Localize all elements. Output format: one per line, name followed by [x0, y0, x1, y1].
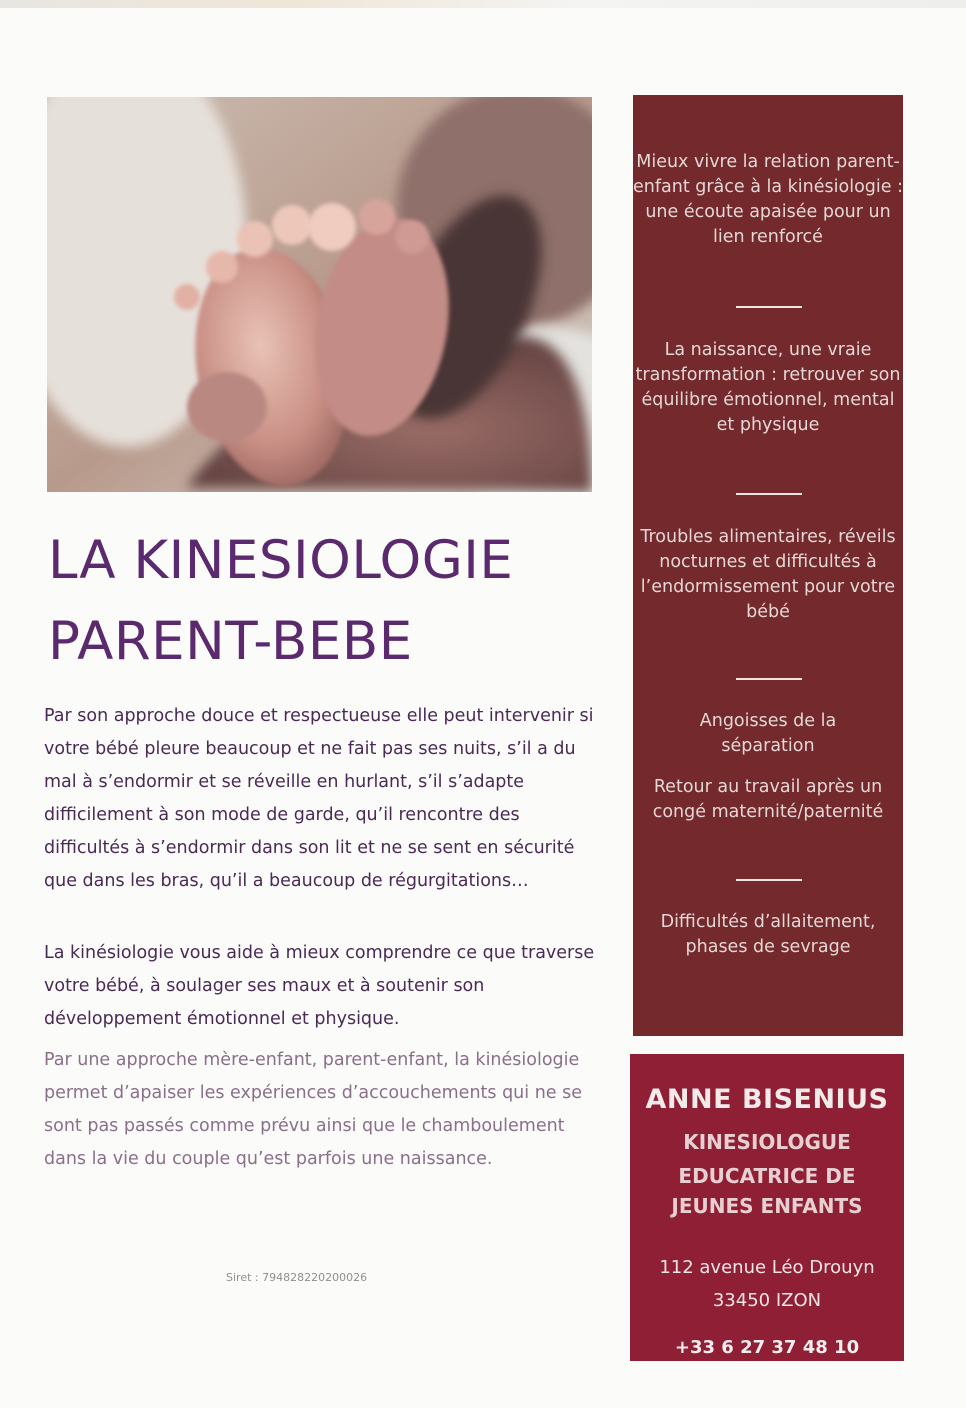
topic-birth: La naissance, une vraie transformation : retrouver son équilibre émotionnel, mental et physique: [635, 340, 901, 435]
practitioner-name: ANNE BISENIUS: [645, 1084, 889, 1115]
topic-relation: Mieux vivre la relation parent-enfant grâce à la kinésiologie : une écoute apaisée pour un lien renforcé: [633, 152, 903, 247]
role-kinesiologue: KINESIOLOGUE: [683, 1130, 851, 1154]
role-educatrice: EDUCATRICE DE: [678, 1164, 856, 1188]
topic-breastfeeding: Difficultés d’allaitement, phases de sevrage: [660, 912, 876, 957]
divider: [736, 306, 802, 308]
benefit-paragraph: La kinésiologie vous aide à mieux comprendre ce que traverse votre bébé, à soulager ses maux et à soutenir son développement émotionnel et physique.: [44, 943, 595, 1029]
top-edge: [0, 0, 966, 8]
role-jeunes-enfants: JEUNES ENFANTS: [671, 1194, 863, 1218]
divider: [736, 879, 802, 881]
intro-paragraph: Par son approche douce et respectueuse elle peut intervenir si votre bébé pleure beaucoup et ne fait pas ses nuits, s’il a du mal à s’endormir et se réveille en hurlant, s’il s’adapte difficilement à son mode de garde, qu’il rencontre des difficultés à s’endormir dans son lit et ne se sent en sécurité que dans les bras, qu’il a beaucoup de régurgitations…: [44, 706, 594, 891]
siret-number: Siret : 794828220200026: [226, 1271, 368, 1284]
divider: [736, 678, 802, 680]
address-street: 112 avenue Léo Drouyn: [659, 1257, 875, 1278]
phone-number[interactable]: +33 6 27 37 48 10: [674, 1337, 860, 1358]
topic-sleep-feeding: Troubles alimentaires, réveils nocturnes et difficultés à l’endormissement pour votre bébé: [640, 527, 896, 622]
topics-sidebar: [633, 95, 903, 1036]
baby-feet-illustration: [47, 97, 592, 492]
title-line-1: LA KINESIOLOGIE: [48, 530, 514, 591]
approach-paragraph: Par une approche mère-enfant, parent-enfant, la kinésiologie permet d’apaiser les expériences d’accouchements qui ne se sont pas passés comme prévu ainsi que le chamboulement dans la vie du couple qu’est parfois une naissance.: [44, 1050, 583, 1169]
baby-feet-photo: [47, 97, 592, 492]
contact-card: [630, 1054, 904, 1361]
title-line-2: PARENT-BEBE: [48, 611, 413, 672]
topic-return-to-work: Retour au travail après un congé maternité/paternité: [652, 777, 884, 822]
topic-separation: Angoisses de la séparation: [699, 711, 837, 756]
address-city: 33450 IZON: [712, 1290, 822, 1311]
page-title: [48, 520, 618, 682]
divider: [736, 493, 802, 495]
